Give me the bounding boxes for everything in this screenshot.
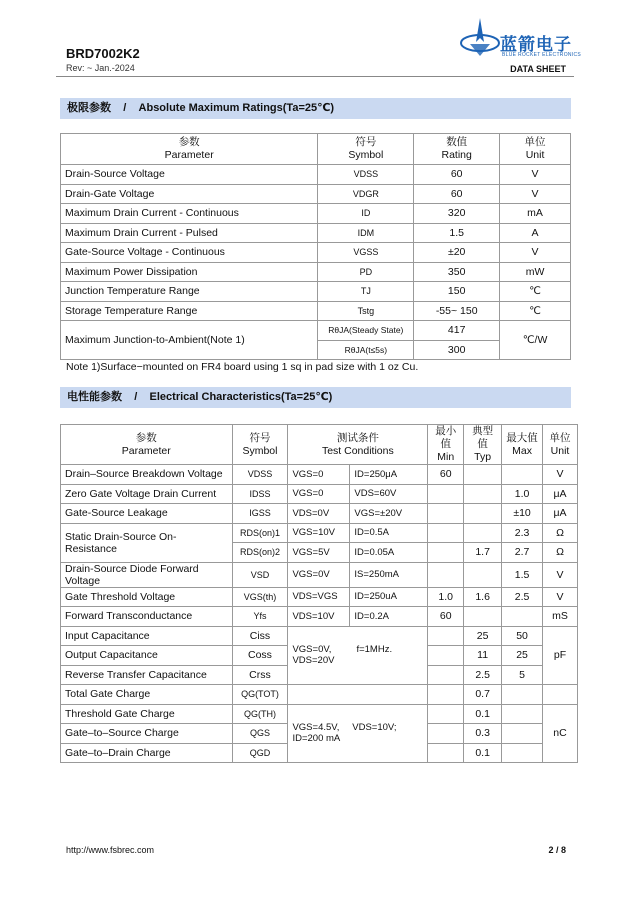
abs-rating: 60 — [414, 165, 500, 185]
charge-typ: 0.1 — [464, 743, 502, 763]
abs-thermal-symbol-2: RθJA(t≤5s) — [318, 340, 414, 360]
abs-max-section-header — [60, 98, 571, 119]
cap-min — [428, 646, 464, 666]
elec-unit: V — [543, 587, 578, 607]
cap-symbol: Ciss — [232, 626, 288, 646]
elec-min — [428, 504, 464, 524]
elec-symbol: IDSS — [232, 484, 288, 504]
elec-min: 1.0 — [428, 587, 464, 607]
elec-typ — [464, 465, 502, 485]
abs-param: Maximum Drain Current - Continuous — [61, 204, 318, 224]
abs-rating: 1.5 — [414, 223, 500, 243]
abs-title-en: Absolute Maximum Ratings(Ta=25℃) — [138, 102, 335, 114]
elec-param: Zero Gate Voltage Drain Current — [61, 484, 233, 504]
elec-param: Gate Threshold Voltage — [61, 587, 233, 607]
elec-title-cn: 电性能参数 — [67, 391, 122, 403]
elec-cond-2: ID=250μA — [350, 465, 428, 485]
charge-max — [502, 685, 543, 705]
elec-min — [428, 562, 464, 587]
cap-typ: 11 — [464, 646, 502, 666]
elec-min — [428, 543, 464, 563]
elec-title-sep: / — [134, 391, 138, 403]
abs-param: Junction Temperature Range — [61, 282, 318, 302]
elec-param: Drain-Source Diode Forward Voltage — [61, 562, 233, 587]
charge-conditions — [288, 704, 428, 763]
elec-cond-1: VGS=0 — [288, 465, 350, 485]
elec-min — [428, 484, 464, 504]
elec-min — [428, 523, 464, 543]
charge-unit: nC — [543, 704, 578, 763]
elec-header-min: 最小值 Min — [428, 425, 464, 465]
elec-row — [61, 523, 578, 543]
charge-cond-blank — [288, 685, 428, 705]
cap-param: Reverse Transfer Capacitance — [61, 665, 233, 685]
charge-symbol: QGD — [232, 743, 288, 763]
footer-url[interactable]: http://www.fsbrec.com — [66, 845, 155, 855]
elec-cond-2: VDS=60V — [350, 484, 428, 504]
abs-row — [61, 301, 571, 321]
elec-cond-1: VDS=0V — [288, 504, 350, 524]
elec-row — [61, 465, 578, 485]
cap-cond-2: VDS=20V — [292, 655, 335, 667]
elec-header-row — [61, 425, 578, 465]
page-number: 2 / 8 — [548, 845, 566, 855]
abs-header-rating: 数值 Rating — [414, 134, 500, 165]
abs-symbol: VDSS — [318, 165, 414, 185]
cap-conditions — [288, 626, 428, 685]
abs-param: Drain-Gate Voltage — [61, 184, 318, 204]
elec-typ — [464, 484, 502, 504]
elec-param: Drain–Source Breakdown Voltage — [61, 465, 233, 485]
doc-type: DATA SHEET — [510, 64, 566, 74]
elec-unit: Ω — [543, 543, 578, 563]
abs-row — [61, 165, 571, 185]
abs-max-table — [60, 133, 571, 360]
cap-symbol: Crss — [232, 665, 288, 685]
cap-cond-3: f=1MHz. — [356, 644, 393, 656]
abs-unit: V — [500, 165, 571, 185]
charge-param: Gate–to–Drain Charge — [61, 743, 233, 763]
elec-typ: 1.6 — [464, 587, 502, 607]
charge-symbol: QGS — [232, 724, 288, 744]
elec-min: 60 — [428, 607, 464, 627]
elec-cond-1: VGS=10V — [288, 523, 350, 543]
elec-symbol: RDS(on)1 — [232, 523, 288, 543]
revision-date: Rev: ~ Jan.-2024 — [66, 63, 135, 73]
charge-cond-3: VDS=10V; — [352, 722, 397, 734]
charge-row — [61, 685, 578, 705]
charge-param: Total Gate Charge — [61, 685, 233, 705]
elec-cond-1: VGS=5V — [288, 543, 350, 563]
abs-unit: V — [500, 184, 571, 204]
cap-max: 25 — [502, 646, 543, 666]
elec-header-param: 参数 Parameter — [61, 425, 233, 465]
abs-rating: 350 — [414, 262, 500, 282]
charge-param: Gate–to–Source Charge — [61, 724, 233, 744]
elec-typ — [464, 504, 502, 524]
abs-header-param: 参数 Parameter — [61, 134, 318, 165]
elec-unit: μA — [543, 504, 578, 524]
abs-param: Gate-Source Voltage - Continuous — [61, 243, 318, 263]
charge-row — [61, 704, 578, 724]
abs-symbol: IDM — [318, 223, 414, 243]
elec-symbol: VSD — [232, 562, 288, 587]
charge-typ: 0.1 — [464, 704, 502, 724]
abs-symbol: ID — [318, 204, 414, 224]
abs-rating: ±20 — [414, 243, 500, 263]
brand-name: 蓝箭电子 — [500, 35, 572, 54]
elec-cond-1: VDS=10V — [288, 607, 350, 627]
elec-max: 2.7 — [502, 543, 543, 563]
cap-cond-1: VGS=0V, — [292, 644, 332, 656]
charge-cond-2: ID=200 mA — [292, 733, 341, 745]
abs-unit: mW — [500, 262, 571, 282]
abs-unit: ℃ — [500, 282, 571, 302]
cap-unit: pF — [543, 626, 578, 685]
cap-param: Input Capacitance — [61, 626, 233, 646]
charge-symbol: QG(TH) — [232, 704, 288, 724]
elec-header-typ: 典型值 Typ — [464, 425, 502, 465]
elec-unit: V — [543, 562, 578, 587]
elec-header-cond: 测试条件 Test Conditions — [288, 425, 428, 465]
elec-unit: Ω — [543, 523, 578, 543]
abs-row — [61, 204, 571, 224]
cap-min — [428, 665, 464, 685]
elec-cond-1: VGS=0 — [288, 484, 350, 504]
abs-row — [61, 282, 571, 302]
elec-max — [502, 607, 543, 627]
abs-header-unit: 单位 Unit — [500, 134, 571, 165]
cap-typ: 2.5 — [464, 665, 502, 685]
cap-min — [428, 626, 464, 646]
abs-unit: mA — [500, 204, 571, 224]
abs-thermal-symbol-1: RθJA(Steady State) — [318, 321, 414, 341]
elec-cond-1: VGS=0V — [288, 562, 350, 587]
elec-max: 1.0 — [502, 484, 543, 504]
elec-symbol: Yfs — [232, 607, 288, 627]
brand-logo-icon — [458, 16, 502, 65]
abs-row — [61, 184, 571, 204]
charge-max — [502, 724, 543, 744]
charge-cond-1: VGS=4.5V, — [292, 722, 340, 734]
elec-param: Forward Transconductance — [61, 607, 233, 627]
elec-max: 2.5 — [502, 587, 543, 607]
abs-symbol: TJ — [318, 282, 414, 302]
abs-param: Drain-Source Voltage — [61, 165, 318, 185]
charge-param: Threshold Gate Charge — [61, 704, 233, 724]
elec-section-header — [60, 387, 571, 408]
elec-max — [502, 465, 543, 485]
abs-row — [61, 262, 571, 282]
elec-unit: mS — [543, 607, 578, 627]
abs-symbol: VDGR — [318, 184, 414, 204]
elec-max: 1.5 — [502, 562, 543, 587]
elec-min: 60 — [428, 465, 464, 485]
elec-header-unit: 单位 Unit — [543, 425, 578, 465]
abs-thermal-row — [61, 321, 571, 341]
abs-thermal-param: Maximum Junction-to-Ambient(Note 1) — [61, 321, 318, 360]
elec-symbol: RDS(on)2 — [232, 543, 288, 563]
charge-min — [428, 685, 464, 705]
elec-row — [61, 607, 578, 627]
abs-param: Maximum Drain Current - Pulsed — [61, 223, 318, 243]
header-divider — [56, 76, 574, 77]
abs-unit: A — [500, 223, 571, 243]
elec-cond-2: ID=250uA — [350, 587, 428, 607]
cap-row — [61, 626, 578, 646]
elec-row — [61, 562, 578, 587]
cap-typ: 25 — [464, 626, 502, 646]
elec-symbol: VDSS — [232, 465, 288, 485]
abs-symbol: Tstg — [318, 301, 414, 321]
elec-typ — [464, 523, 502, 543]
abs-title-cn: 极限参数 — [67, 102, 111, 114]
charge-typ: 0.3 — [464, 724, 502, 744]
abs-symbol: VGSS — [318, 243, 414, 263]
elec-cond-2: ID=0.05A — [350, 543, 428, 563]
charge-symbol: QG(TOT) — [232, 685, 288, 705]
elec-cond-1: VDS=VGS — [288, 587, 350, 607]
elec-param: Static Drain-Source On-Resistance — [61, 523, 233, 562]
abs-note: Note 1)Surface−mounted on FR4 board using 1 sq in pad size with 1 oz Cu. — [66, 361, 419, 373]
charge-min — [428, 724, 464, 744]
elec-typ — [464, 562, 502, 587]
elec-max: 2.3 — [502, 523, 543, 543]
abs-param: Maximum Power Dissipation — [61, 262, 318, 282]
abs-thermal-rating-2: 300 — [414, 340, 500, 360]
elec-header-max: 最大值 Max — [502, 425, 543, 465]
abs-param: Storage Temperature Range — [61, 301, 318, 321]
charge-min — [428, 743, 464, 763]
abs-rating: -55~ 150 — [414, 301, 500, 321]
abs-row — [61, 243, 571, 263]
elec-row — [61, 587, 578, 607]
elec-param: Gate-Source Leakage — [61, 504, 233, 524]
elec-row — [61, 504, 578, 524]
brand-subtitle: BLUE ROCKET ELECTRONICS — [502, 52, 582, 58]
elec-row — [61, 484, 578, 504]
part-number: BRD7002K2 — [66, 46, 140, 61]
abs-header-symbol: 符号 Symbol — [318, 134, 414, 165]
elec-symbol: VGS(th) — [232, 587, 288, 607]
abs-unit: ℃ — [500, 301, 571, 321]
abs-thermal-unit: ℃/W — [500, 321, 571, 360]
elec-cond-2: ID=0.2A — [350, 607, 428, 627]
cap-symbol: Coss — [232, 646, 288, 666]
elec-typ — [464, 607, 502, 627]
abs-rating: 60 — [414, 184, 500, 204]
charge-unit-blank — [543, 685, 578, 705]
elec-cond-2: VGS=±20V — [350, 504, 428, 524]
elec-cond-2: IS=250mA — [350, 562, 428, 587]
abs-row — [61, 223, 571, 243]
charge-max — [502, 704, 543, 724]
abs-header-row — [61, 134, 571, 165]
charge-max — [502, 743, 543, 763]
abs-unit: V — [500, 243, 571, 263]
abs-title-sep: / — [123, 102, 127, 114]
abs-rating: 150 — [414, 282, 500, 302]
charge-typ: 0.7 — [464, 685, 502, 705]
elec-symbol: IGSS — [232, 504, 288, 524]
elec-title-en: Electrical Characteristics(Ta=25℃) — [149, 391, 333, 403]
elec-cond-2: ID=0.5A — [350, 523, 428, 543]
elec-table — [60, 424, 578, 763]
elec-header-symbol: 符号 Symbol — [232, 425, 288, 465]
cap-max: 50 — [502, 626, 543, 646]
elec-max: ±10 — [502, 504, 543, 524]
elec-typ: 1.7 — [464, 543, 502, 563]
elec-unit: μA — [543, 484, 578, 504]
cap-max: 5 — [502, 665, 543, 685]
abs-rating: 320 — [414, 204, 500, 224]
abs-thermal-rating-1: 417 — [414, 321, 500, 341]
charge-min — [428, 704, 464, 724]
cap-param: Output Capacitance — [61, 646, 233, 666]
abs-symbol: PD — [318, 262, 414, 282]
elec-unit: V — [543, 465, 578, 485]
